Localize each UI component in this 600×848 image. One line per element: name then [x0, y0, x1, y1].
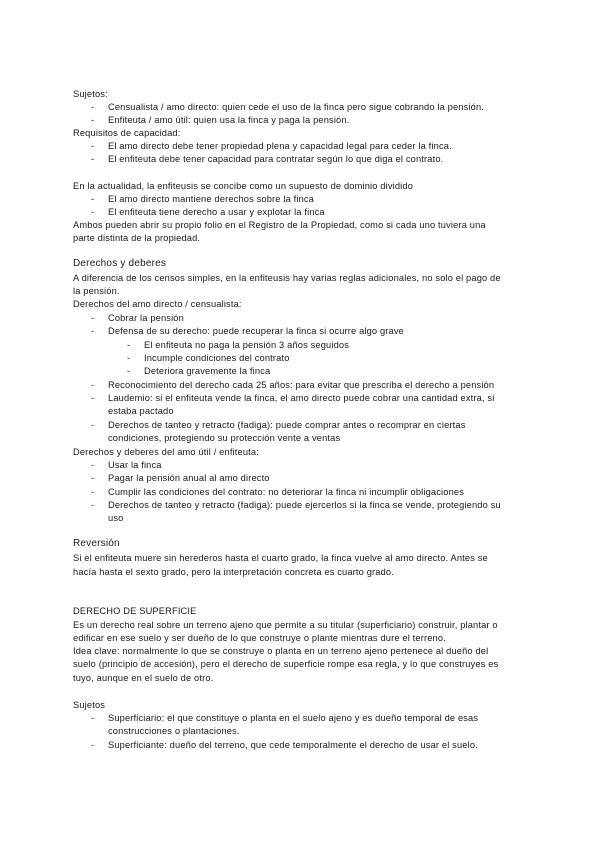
list-item: El amo directo debe tener propiedad plena y capacidad legal para ceder la finca. [108, 141, 452, 151]
list-item: Derechos de tanteo y retracto (fadiga): puede comprar antes o recomprar en ciertas [108, 420, 466, 430]
bullet-dash: - [91, 473, 95, 483]
sujetos-heading: Sujetos: [73, 89, 108, 99]
list-item: Censualista / amo directo: quien cede el uso de la finca pero sigue cobrando la pensión. [108, 102, 485, 112]
list-item: Pagar la pensión anual al amo directo [108, 473, 270, 483]
section-title: Reversión [73, 538, 120, 549]
list-item: Usar la finca [108, 460, 162, 470]
list-item: Defensa de su derecho: puede recuperar la finca si ocurre algo grave [108, 326, 404, 336]
bullet-dash: - [91, 460, 95, 470]
paragraph-line: En la actualidad, la enfiteusis se concibe como un supuesto de dominio dividido [73, 181, 414, 191]
bullet-dash: - [91, 393, 95, 403]
subheading: Derechos del amo directo / censualista: [73, 299, 242, 309]
section-title: DERECHO DE SUPERFICIE [73, 606, 197, 616]
bullet-dash: - [91, 207, 95, 217]
bullet-dash: - [91, 115, 95, 125]
subheading: Derechos y deberes del amo útil / enfiteuta: [73, 447, 259, 457]
bullet-dash: - [127, 353, 131, 363]
paragraph-line: Es un derecho real sobre un terreno ajeno que permite a su titular (superficiario) construir, plantar o [73, 620, 498, 630]
list-item: El enfiteuta tiene derecho a usar y explotar la finca [108, 207, 325, 217]
list-item: Reconocimiento del derecho cada 25 años: para evitar que prescriba el derecho a pensión [108, 380, 495, 390]
list-item: Superficiario: el que constituye o planta en el suelo ajeno y es dueño temporal de esas [108, 713, 479, 723]
paragraph-line: Ambos pueden abrir su propio folio en el Registro de la Propiedad, como si cada uno tuviera una [73, 220, 486, 230]
list-item: Laudemio: si el enfiteuta vende la finca, el amo directo puede cobrar una cantidad extra, si [108, 393, 495, 403]
bullet-dash: - [91, 420, 95, 430]
list-item: Superficiante: dueño del terreno, que cede temporalmente el derecho de usar el suelo. [108, 740, 478, 750]
section-title: Derechos y deberes [73, 258, 167, 269]
section-title: Sujetos [73, 700, 106, 710]
bullet-dash: - [91, 141, 95, 151]
paragraph-line: suelo (principio de accesión), pero el derecho de superficie rompe esa regla, y lo que construyes es [73, 659, 499, 669]
list-item: Cobrar la pensión [108, 313, 184, 323]
bullet-dash: - [127, 366, 131, 376]
list-item: El amo directo mantiene derechos sobre la finca [108, 194, 315, 204]
bullet-dash: - [91, 500, 95, 510]
bullet-dash: - [127, 340, 131, 350]
bullet-dash: - [91, 154, 95, 164]
list-item: Enfiteuta / amo útil: quien usa la finca y paga la pensión. [108, 115, 350, 125]
bullet-dash: - [91, 194, 95, 204]
paragraph-line: la pensión. [73, 286, 120, 296]
paragraph-line: parte distinta de la propiedad. [73, 233, 201, 243]
list-item-continuation: estaba pactado [108, 406, 174, 416]
bullet-dash: - [91, 713, 95, 723]
list-item: El enfiteuta debe tener capacidad para contratar según lo que diga el contrato. [108, 154, 444, 164]
bullet-dash: - [91, 487, 95, 497]
paragraph-line: hacía hasta el sexto grado, pero la interpretación concreta es cuarto grado. [73, 567, 394, 577]
paragraph-line: tuyo, aunque en el suelo de otro. [73, 673, 214, 683]
paragraph-line: A diferencia de los censos simples, en la enfiteusis hay varias reglas adicionales, no solo el pago de [73, 273, 501, 283]
bullet-dash: - [91, 326, 95, 336]
list-item-continuation: condiciones, protegiendo su protección vente a ventas [108, 433, 341, 443]
bullet-dash: - [91, 313, 95, 323]
paragraph-line: Idea clave: normalmente lo que se construye o planta en un terreno ajeno pertenece al dueño del [73, 646, 489, 656]
nested-list-item: Deteriora gravemente la finca [144, 366, 271, 376]
requisitos-heading: Requisitos de capacidad: [73, 128, 181, 138]
list-item-continuation: uso [108, 513, 124, 523]
list-item-continuation: construcciones o plantaciones. [108, 726, 240, 736]
list-item: Derechos de tanteo y retracto (fadiga): puede ejercerlos si la finca se vende, protegiendo su [108, 500, 501, 510]
paragraph-line: edificar en ese suelo y ser dueño de lo que construye o plante mientras dure el terreno. [73, 633, 446, 643]
bullet-dash: - [91, 102, 95, 112]
paragraph-line: Si el enfiteuta muere sin herederos hasta el cuarto grado, la finca vuelve al amo directo. Antes se [73, 553, 488, 563]
nested-list-item: El enfiteuta no paga la pensión 3 años seguidos [144, 340, 350, 350]
nested-list-item: Incumple condiciones del contrato [144, 353, 290, 363]
list-item: Cumplir las condiciones del contrato: no deteriorar la finca ni incumplir obligaciones [108, 487, 465, 497]
bullet-dash: - [91, 380, 95, 390]
bullet-dash: - [91, 740, 95, 750]
